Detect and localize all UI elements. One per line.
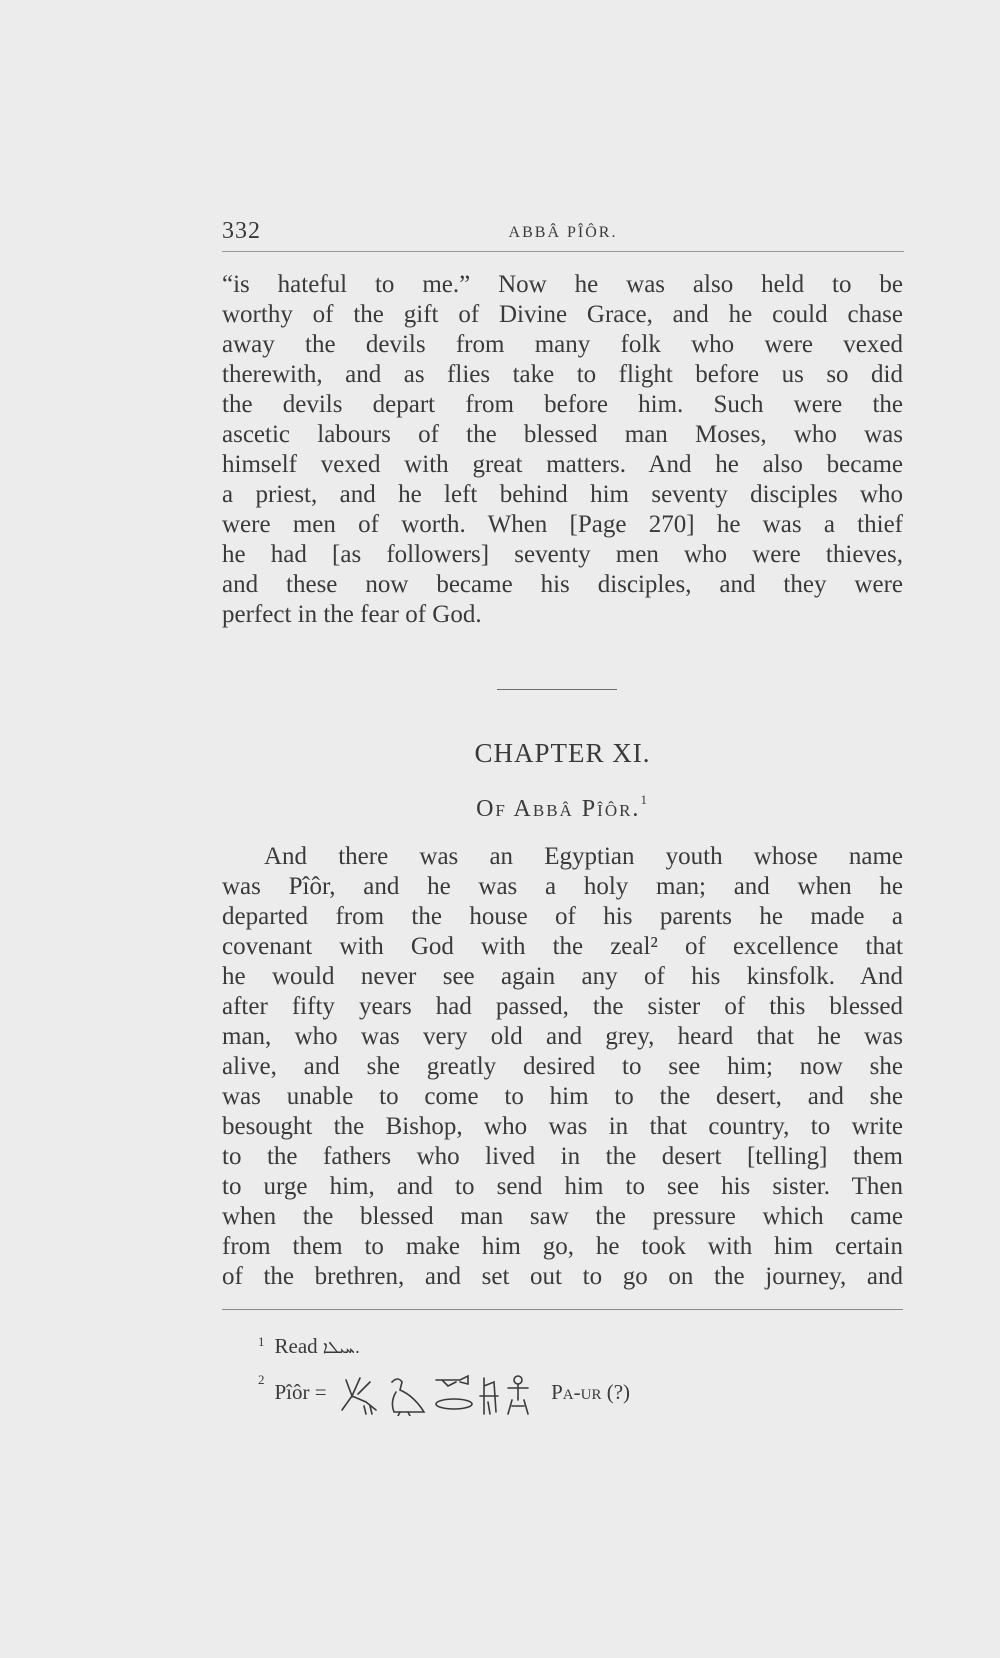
text-line: departed from the house of his parents he made a: [222, 903, 903, 930]
text-line: from them to make him go, he took with him certain: [222, 1233, 903, 1260]
footnote-1: [258, 1334, 360, 1359]
chapter-subtitle-text: Of Abbâ Pîôr.: [476, 796, 641, 822]
chapter-title: CHAPTER XI.: [474, 738, 651, 768]
text-line: of the brethren, and set out to go on the journey, and: [222, 1263, 903, 1290]
text-line: man, who was very old and grey, heard that he was: [222, 1023, 903, 1050]
page-number: 332: [222, 218, 261, 244]
text-line: himself vexed with great matters. And he also became: [222, 451, 903, 478]
footnote-text: Read: [274, 1334, 318, 1358]
footnote-2: [258, 1372, 630, 1416]
text-line: after fifty years had passed, the sister of this blessed: [222, 993, 903, 1020]
text-line: therewith, and as flies take to flight before us so did: [222, 361, 903, 388]
syriac-word: ܚܝܠܐ.: [322, 1338, 361, 1358]
text-line: And there was an Egyptian youth whose name: [264, 843, 903, 870]
text-line: worthy of the gift of Divine Grace, and he could chase: [222, 301, 903, 328]
footnote-rule: [222, 1309, 903, 1310]
hieroglyphs-icon: [336, 1372, 542, 1416]
footnote-text: Pîôr =: [274, 1379, 327, 1404]
footnote-mark: 1: [258, 1334, 265, 1349]
section-divider: [497, 689, 617, 690]
text-line: to urge him, and to send him to see his sister. Then: [222, 1173, 903, 1200]
text-line: he had [as followers] seventy men who were thieves,: [222, 541, 903, 568]
text-line: were men of worth. When [Page 270] he was a thief: [222, 511, 903, 538]
text-line: “is hateful to me.” Now he was also held to be: [222, 271, 903, 298]
chapter-subtitle: [222, 792, 903, 823]
text-line: away the devils from many folk who were vexed: [222, 331, 903, 358]
text-line: covenant with God with the zeal² of excellence that: [222, 933, 903, 960]
text-line: when the blessed man saw the pressure which came: [222, 1203, 903, 1230]
footnote-mark: 2: [258, 1372, 265, 1387]
footnote-ref: 1: [640, 792, 649, 807]
text-line: a priest, and he left behind him seventy disciples who: [222, 481, 903, 508]
running-head: ABBÂ PÎÔR.: [508, 224, 618, 241]
text-line: the devils depart from before him. Such were the: [222, 391, 903, 418]
text-line: perfect in the fear of God.: [222, 601, 482, 628]
main-paragraph: [222, 842, 903, 1292]
header-rule: [222, 251, 904, 252]
page-header: [222, 218, 904, 252]
transliteration: Pa-ur (?): [551, 1379, 631, 1404]
text-line: he would never see again any of his kinsfolk. And: [222, 963, 903, 990]
text-line: besought the Bishop, who was in that country, to write: [222, 1113, 903, 1140]
top-paragraph: [222, 270, 903, 630]
text-line: ascetic labours of the blessed man Moses, who was: [222, 421, 903, 448]
text-line: to the fathers who lived in the desert [telling] them: [222, 1143, 903, 1170]
text-line: alive, and she greatly desired to see him; now she: [222, 1053, 903, 1080]
text-line: was unable to come to him to the desert, and she: [222, 1083, 903, 1110]
text-line: and these now became his disciples, and they were: [222, 571, 903, 598]
text-line: was Pîôr, and he was a holy man; and when he: [222, 873, 903, 900]
